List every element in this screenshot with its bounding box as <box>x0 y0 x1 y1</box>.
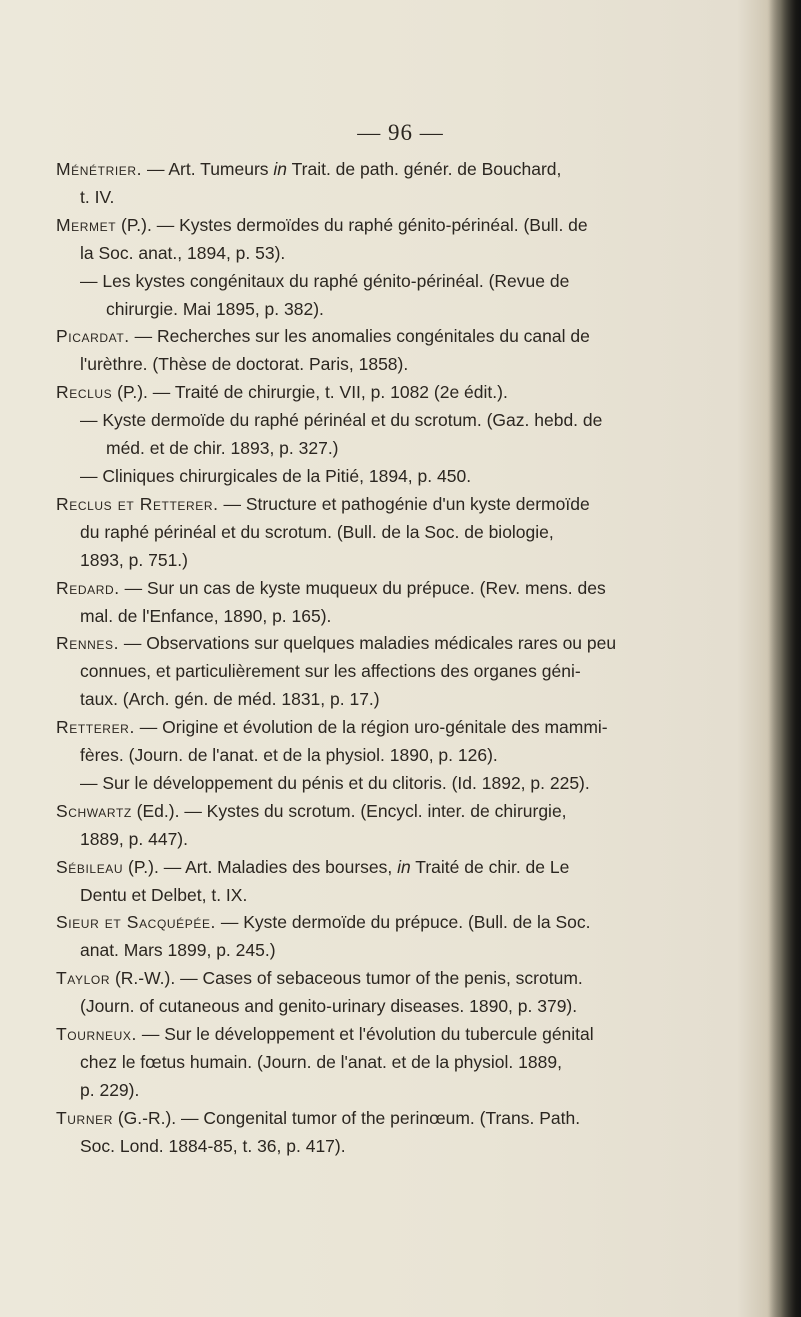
author-name: Tourneux. <box>56 1024 137 1045</box>
entry-text: connues, et particulièrement sur les affections des organes géni- <box>80 661 581 682</box>
entry-line <box>56 156 716 184</box>
entry-line <box>56 937 716 965</box>
entry-text: la Soc. anat., 1894, p. 53). <box>80 242 286 263</box>
entry-line <box>56 519 716 547</box>
author-name: Sieur et Sacquépée. <box>56 912 217 933</box>
bibliography-entry <box>56 575 716 631</box>
author-name: Retterer. <box>56 717 135 738</box>
entry-line <box>56 854 716 882</box>
entry-line <box>56 714 716 742</box>
author-name: Taylor <box>56 968 111 989</box>
entry-text: — Observations sur quelques maladies médicales rares ou peu <box>119 633 617 654</box>
page-number: — 96 — <box>357 120 444 145</box>
entry-line <box>56 547 716 575</box>
entry-line <box>56 993 716 1021</box>
entry-text: — Sur le développement du pénis et du clitoris. (Id. 1892, p. 225). <box>80 772 590 793</box>
entry-line <box>56 323 716 351</box>
entry-line <box>56 882 716 910</box>
entry-line <box>56 491 716 519</box>
entry-line <box>56 686 716 714</box>
entry-line <box>56 1105 716 1133</box>
entry-text: — Kyste dermoïde du raphé périnéal et du scrotum. (Gaz. hebd. de <box>80 410 603 431</box>
bibliography-entry <box>56 909 716 965</box>
bibliography-entry <box>56 491 716 575</box>
entry-text: Dentu et Delbet, t. IX. <box>80 884 248 905</box>
entry-text: — Origine et évolution de la région uro-génitale des mammi- <box>134 717 608 738</box>
bibliography-entry <box>56 798 716 854</box>
entry-text: p. 229). <box>80 1079 140 1100</box>
entry-line <box>56 798 716 826</box>
entry-text: (Ed.). — Kystes du scrotum. (Encycl. inter. de chirurgie, <box>131 800 567 821</box>
entry-text: — Les kystes congénitaux du raphé génito-périnéal. (Revue de <box>80 270 570 291</box>
entry-line <box>56 296 716 324</box>
author-name: Picardat. <box>56 326 130 347</box>
entry-line <box>56 965 716 993</box>
entry-text: (P.). — Traité de chirurgie, t. VII, p. 1082 (2e édit.). <box>112 382 508 403</box>
bibliography-entry <box>56 156 716 212</box>
author-name: Redard. <box>56 577 120 598</box>
author-name: Turner <box>56 1107 113 1128</box>
entry-text: chez le fœtus humain. (Journ. de l'anat. et de la physiol. 1889, <box>80 1052 562 1072</box>
entry-line <box>56 240 716 268</box>
bibliography-entry <box>56 1105 716 1161</box>
entry-text: (R.-W.). — Cases of sebaceous tumor of the penis, scrotum. <box>110 968 583 989</box>
entry-line <box>56 1021 716 1049</box>
italic-text: in <box>273 159 288 179</box>
entry-line <box>56 603 716 631</box>
entry-text: (P.). — Art. Maladies des bourses, <box>123 856 398 877</box>
entry-text: — Art. Tumeurs <box>142 159 274 179</box>
entry-text: — Kyste dermoïde du prépuce. (Bull. de la Soc. <box>216 912 591 933</box>
author-name: Ménétrier. <box>56 159 143 179</box>
entry-line <box>56 909 716 937</box>
entry-line <box>56 1133 716 1161</box>
bibliography-entry <box>56 323 716 379</box>
entry-text: chirurgie. Mai 1895, p. 382). <box>106 298 324 319</box>
entry-text-rest: Traité de chir. de Le <box>410 856 570 877</box>
entry-text: taux. (Arch. gén. de méd. 1831, p. 17.) <box>80 689 380 710</box>
entry-line <box>56 351 716 379</box>
entry-line <box>56 1049 716 1077</box>
entry-text-rest: Trait. de path. génér. de Bouchard, <box>287 159 562 179</box>
entry-text: (G.-R.). — Congenital tumor of the perinœum. (Trans. Path. <box>112 1107 581 1128</box>
entry-line <box>56 770 716 798</box>
author-name: Sébileau <box>56 856 124 877</box>
bibliography-list <box>56 156 716 1161</box>
entry-line <box>56 184 716 212</box>
author-name: Schwartz <box>56 800 132 821</box>
entry-text: 1889, p. 447). <box>80 828 188 849</box>
entry-text: fères. (Journ. de l'anat. et de la physiol. 1890, p. 126). <box>80 745 498 766</box>
entry-text: mal. de l'Enfance, 1890, p. 165). <box>80 605 332 626</box>
entry-text: — Recherches sur les anomalies congénitales du canal de <box>129 326 590 347</box>
entry-text: Soc. Lond. 1884-85, t. 36, p. 417). <box>80 1135 346 1156</box>
entry-text: 1893, p. 751.) <box>80 549 188 570</box>
bibliography-entry <box>56 854 716 910</box>
entry-line <box>56 658 716 686</box>
entry-line <box>56 1077 716 1105</box>
author-name: Mermet <box>56 214 117 235</box>
author-name: Reclus et Retterer. <box>56 493 219 514</box>
entry-line <box>56 742 716 770</box>
bibliography-entry <box>56 268 716 324</box>
bibliography-entry <box>56 407 716 463</box>
author-name: Reclus <box>56 382 113 403</box>
bibliography-entry <box>56 965 716 1021</box>
entry-text: — Sur un cas de kyste muqueux du prépuce. (Rev. mens. des <box>119 577 606 598</box>
entry-text: méd. et de chir. 1893, p. 327.) <box>106 438 339 459</box>
entry-line <box>56 379 716 407</box>
entry-line <box>56 435 716 463</box>
entry-line <box>56 630 716 658</box>
entry-line <box>56 212 716 240</box>
entry-line <box>56 463 716 491</box>
entry-line <box>56 826 716 854</box>
bibliography-entry <box>56 463 716 491</box>
entry-text: du raphé périnéal et du scrotum. (Bull. de la Soc. de biologie, <box>80 521 554 542</box>
entry-text: — Sur le développement et l'évolution du tubercule génital <box>136 1024 594 1045</box>
entry-text: l'urèthre. (Thèse de doctorat. Paris, 1858). <box>80 354 409 375</box>
entry-text: — Structure et pathogénie d'un kyste dermoïde <box>218 493 590 514</box>
entry-text: (P.). — Kystes dermoïdes du raphé génito-périnéal. (Bull. de <box>116 214 588 235</box>
italic-text: in <box>397 856 411 877</box>
bibliography-entry <box>56 379 716 407</box>
book-spine-shadow <box>767 0 801 1317</box>
bibliography-entry <box>56 630 716 714</box>
entry-text: anat. Mars 1899, p. 245.) <box>80 940 276 961</box>
entry-line <box>56 575 716 603</box>
entry-text: — Cliniques chirurgicales de la Pitié, 1894, p. 450. <box>80 465 472 486</box>
entry-line <box>56 407 716 435</box>
entry-line <box>56 268 716 296</box>
entry-text: (Journ. of cutaneous and genito-urinary diseases. 1890, p. 379). <box>80 996 578 1017</box>
entry-text: t. IV. <box>80 186 115 207</box>
bibliography-entry <box>56 1021 716 1105</box>
bibliography-entry <box>56 714 716 770</box>
author-name: Rennes. <box>56 633 120 654</box>
bibliography-entry <box>56 212 716 268</box>
bibliography-entry <box>56 770 716 798</box>
